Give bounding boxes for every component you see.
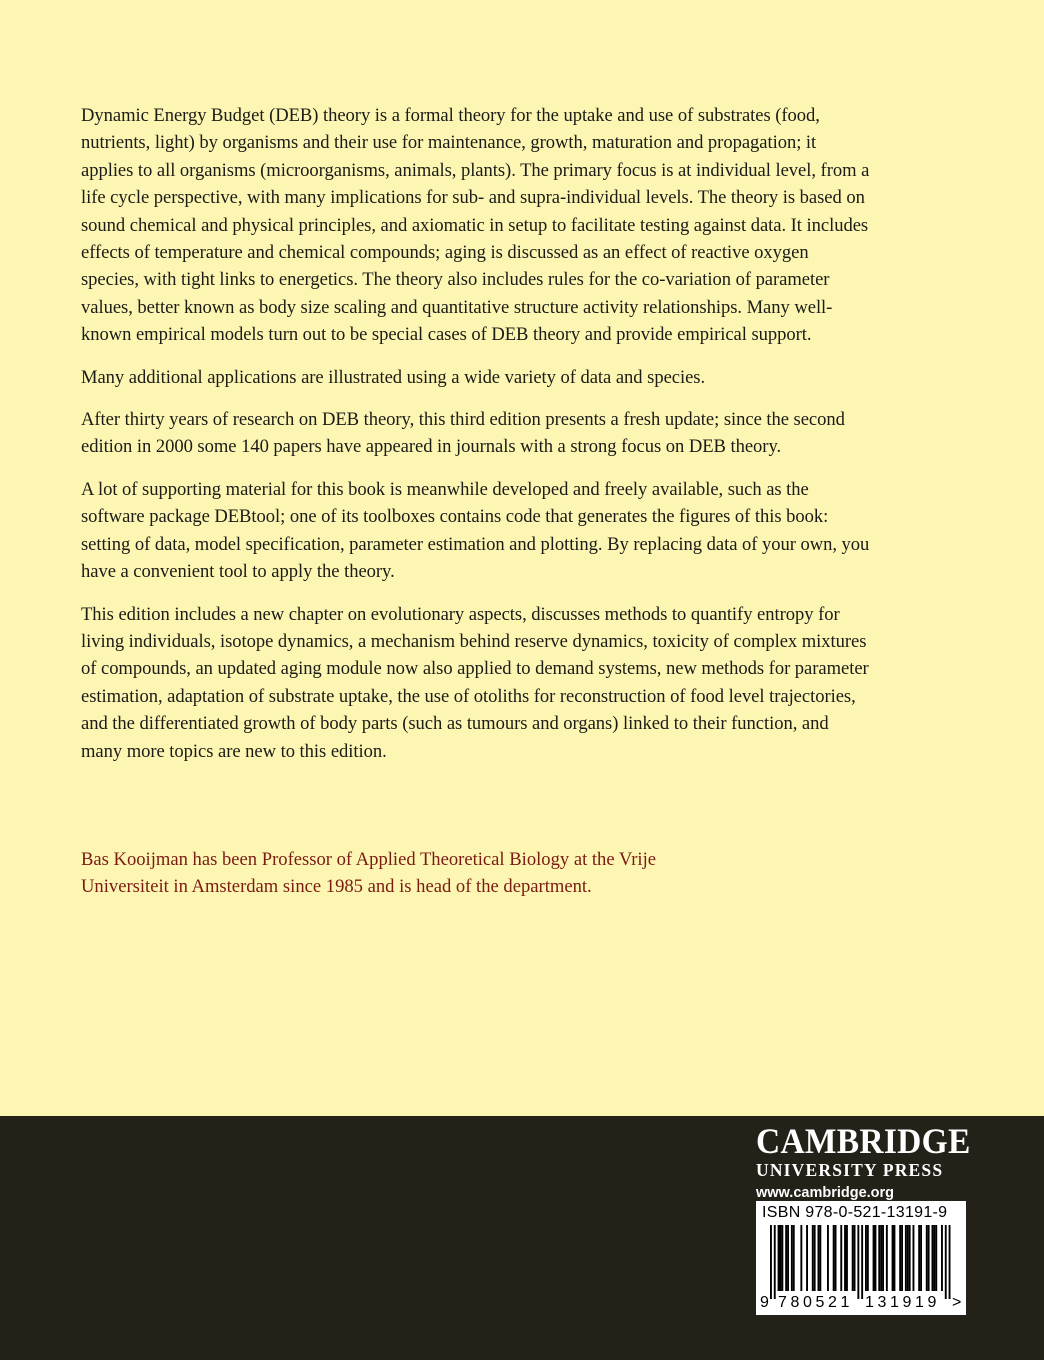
- publisher-url: www.cambridge.org: [756, 1185, 895, 1201]
- barcode-bar: [867, 1225, 869, 1291]
- barcode-bar: [945, 1225, 947, 1299]
- barcode-bar: [901, 1225, 903, 1291]
- barcode-bar: [935, 1225, 937, 1291]
- barcode-digit-right: 131919: [865, 1294, 940, 1311]
- barcode-bar: [878, 1225, 880, 1291]
- barcode-bar: [899, 1225, 901, 1291]
- publisher-name: CAMBRIDGE: [756, 1121, 971, 1161]
- book-description: [81, 102, 871, 765]
- barcode-digit-left: 780521: [778, 1294, 853, 1311]
- barcode-bar: [785, 1225, 787, 1291]
- barcode-bar: [778, 1225, 780, 1291]
- barcode-bar: [854, 1225, 856, 1291]
- barcode-bar: [949, 1225, 951, 1299]
- barcode-bar: [787, 1225, 789, 1291]
- barcode-bar: [913, 1225, 915, 1291]
- barcode-bar: [833, 1225, 835, 1291]
- barcode-bar: [827, 1225, 829, 1291]
- barcode-bar: [800, 1225, 802, 1291]
- publisher-logo: [756, 1121, 971, 1202]
- barcode-bar: [774, 1225, 776, 1299]
- author-bio: Bas Kooijman has been Professor of Applied Theoretical Biology at the Vrije Universiteit in Amsterdam since 1985 and is head of the department.: [81, 849, 656, 898]
- barcode-bar: [892, 1225, 894, 1291]
- description-paragraph: Dynamic Energy Budget (DEB) theory is a formal theory for the uptake and use of substrates (food, nutrients, light) by organisms and their use for maintenance, growth, maturation and propagation; it applies to all organisms (microorganisms, animals, plants). The primary focus is at individual level, from a life cycle perspective, with many implications for sub- and supra-individual levels. The theory is based on sound chemical and physical principles, and axiomatic in setup to facilitate testing against data. It includes effects of temperature and chemical compounds; aging is discussed as an effect of reactive oxygen species, with tight links to energetics. The theory also includes rules for the co-variation of parameter values, better known as body size scaling and quantitative structure activity relationships. Many well-known empirical models turn out to be special cases of DEB theory and provide empirical support.: [81, 105, 870, 346]
- barcode-bar: [907, 1225, 909, 1291]
- barcode-bar: [812, 1225, 814, 1291]
- barcode-bar: [770, 1225, 772, 1299]
- barcode-bar: [806, 1225, 808, 1291]
- barcode-digit-lead: 9: [760, 1294, 769, 1311]
- barcode-bar: [781, 1225, 783, 1291]
- barcode-bar: [844, 1225, 846, 1291]
- barcode-bar: [905, 1225, 907, 1291]
- barcode-bar: [932, 1225, 934, 1291]
- description-paragraph: A lot of supporting material for this book is meanwhile developed and freely available, such as the software package DEBtool; one of its toolboxes contains code that generates the figures of this book: setting of data, model specification, parameter estimation and plotting. By replacing data of your own, you have a convenient tool to apply the theory.: [81, 478, 870, 583]
- barcode-bar: [920, 1225, 922, 1291]
- barcode-bar: [818, 1225, 820, 1291]
- barcode-bar: [865, 1225, 867, 1291]
- description-paragraph: This edition includes a new chapter on evolutionary aspects, discusses methods to quantify entropy for living individuals, isotope dynamics, a mechanism behind reserve dynamics, toxicity of complex mixtures of compounds, an updated aging module now also applied to demand systems, new methods for parameter estimation, adaptation of substrate uptake, the use of otoliths for reconstruction of food level trajectories, and the differentiated growth of body parts (such as tumours and organs) linked to their function, and many more topics are new to this edition.: [81, 603, 869, 762]
- barcode-bar: [918, 1225, 920, 1291]
- barcode-bar: [857, 1225, 859, 1299]
- barcode-bar: [835, 1225, 837, 1291]
- barcode-bar: [933, 1225, 935, 1291]
- barcode-bar: [840, 1225, 842, 1291]
- barcode-digit-arrow: >: [952, 1294, 962, 1311]
- barcode-bar: [791, 1225, 793, 1291]
- barcode-bar: [886, 1225, 888, 1291]
- barcode-bar: [793, 1225, 795, 1291]
- isbn-label: ISBN 978-0-521-13191-9: [762, 1204, 948, 1221]
- barcode-bar: [846, 1225, 848, 1291]
- barcode-bar: [928, 1225, 930, 1291]
- barcode-bar: [814, 1225, 816, 1291]
- barcode-bar: [861, 1225, 863, 1299]
- barcode-bar: [819, 1225, 821, 1291]
- barcode-bar: [941, 1225, 943, 1291]
- barcode-bar: [875, 1225, 877, 1291]
- barcode-bar: [894, 1225, 896, 1291]
- barcode-bar: [882, 1225, 884, 1291]
- description-paragraph: Many additional applications are illustrated using a wide variety of data and species.: [81, 366, 706, 388]
- description-paragraph: After thirty years of research on DEB theory, this third edition presents a fresh update; since the second edition in 2000 some 140 papers have appeared in journals with a strong focus on DEB theory.: [81, 409, 845, 458]
- barcode-bar: [909, 1225, 911, 1291]
- barcode-bar: [780, 1225, 782, 1291]
- barcode-bar: [880, 1225, 882, 1291]
- barcode-bar: [852, 1225, 854, 1291]
- barcode-bar: [926, 1225, 928, 1291]
- barcode-bar: [873, 1225, 875, 1291]
- barcode: [756, 1201, 966, 1315]
- publisher-press: UNIVERSITY PRESS: [756, 1160, 944, 1180]
